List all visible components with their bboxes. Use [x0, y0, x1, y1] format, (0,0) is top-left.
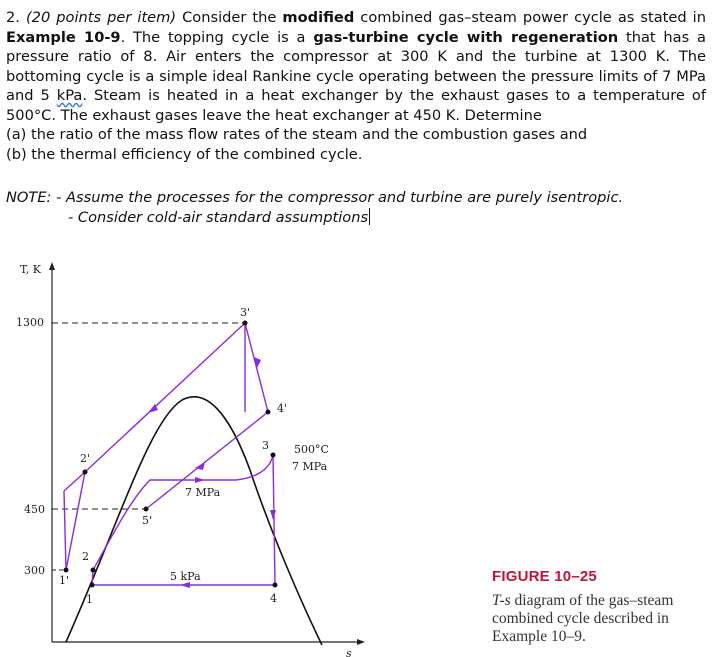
- point-3: [271, 453, 276, 458]
- point-1: [90, 583, 95, 588]
- label-5kpa: 5 kPa: [170, 570, 201, 583]
- point-4: [273, 583, 278, 588]
- y-axis-arrow: [49, 262, 55, 270]
- figure-caption: [492, 592, 712, 646]
- spellcheck-word[interactable]: kPa: [56, 87, 83, 104]
- label-5p: 5': [142, 514, 153, 527]
- bold-example: Example 10-9: [6, 28, 121, 46]
- label-3p: 3': [240, 306, 251, 319]
- tick-450: 450: [24, 503, 45, 516]
- gas-line-1p-regen: [64, 491, 66, 570]
- note-line-2: - Consider cold-air standard assumptions: [68, 209, 369, 226]
- label-1: 1: [86, 593, 93, 606]
- note-line-1: - Assume the processes for the compressor and turbine are purely isentropic.: [51, 189, 624, 206]
- point-1p: [64, 568, 69, 573]
- bold-modified: modified: [282, 9, 355, 26]
- note-label: NOTE:: [6, 189, 52, 206]
- label-4: 4: [270, 592, 277, 605]
- text-run: that has a pressure ratio of 8. Air enters the compressor at 300 K and the turbine at 1300 K. The bottoming cycle is a simple ideal Rankine cycle operating between the pressure limits of 7 MPa and 5: [6, 28, 706, 104]
- label-3: 3: [262, 439, 269, 452]
- tick-300: 300: [24, 564, 45, 577]
- arrow-steam-turbine: [270, 510, 276, 520]
- bold-gas-turbine: gas-turbine cycle with regeneration: [313, 28, 619, 46]
- figure-title: FIGURE 10–25: [492, 568, 597, 585]
- point-2: [91, 568, 96, 573]
- text-run: . Steam is heated in a heat exchanger by the exhaust gases to a temperature of 500°C. The exhaust gases leave the heat exchanger at 450 K. Determine: [6, 87, 706, 124]
- caption-rest: diagram of the gas–steam combined cycle described in Example 10–9.: [492, 592, 674, 645]
- text-run: Consider the: [176, 9, 283, 26]
- points-note: (20 points per item): [25, 9, 177, 26]
- gas-line-3p-4p: [245, 323, 268, 412]
- part-b: (b) the thermal efficiency of the combined cycle.: [6, 145, 363, 163]
- caption-ts: T-s: [492, 592, 511, 609]
- label-1p: 1': [59, 574, 70, 587]
- label-500c: 500°C: [294, 443, 329, 456]
- text-run: . The topping cycle is a: [120, 28, 314, 46]
- saturation-dome: [66, 397, 322, 645]
- x-axis-label: s: [346, 647, 352, 657]
- label-7mpa: 7 MPa: [185, 486, 221, 499]
- problem-number: 2.: [6, 9, 26, 26]
- tick-1300: 1300: [16, 316, 44, 329]
- label-7mpa-right: 7 MPa: [292, 460, 328, 473]
- arrow-boiler: [195, 477, 205, 483]
- point-4p: [266, 410, 271, 415]
- steam-line-turbine: [273, 455, 275, 585]
- text-run: combined gas–steam power cycle as stated in: [354, 9, 706, 26]
- point-2p: [83, 470, 88, 475]
- label-4p: 4': [277, 402, 288, 415]
- y-axis-label: T, K: [20, 263, 41, 276]
- point-5p: [144, 507, 149, 512]
- label-2p: 2': [80, 452, 91, 465]
- x-axis-arrow: [357, 639, 365, 645]
- label-2: 2: [82, 550, 89, 563]
- part-a: (a) the ratio of the mass flow rates of the steam and the combustion gases and: [6, 126, 588, 143]
- point-3p: [243, 321, 248, 326]
